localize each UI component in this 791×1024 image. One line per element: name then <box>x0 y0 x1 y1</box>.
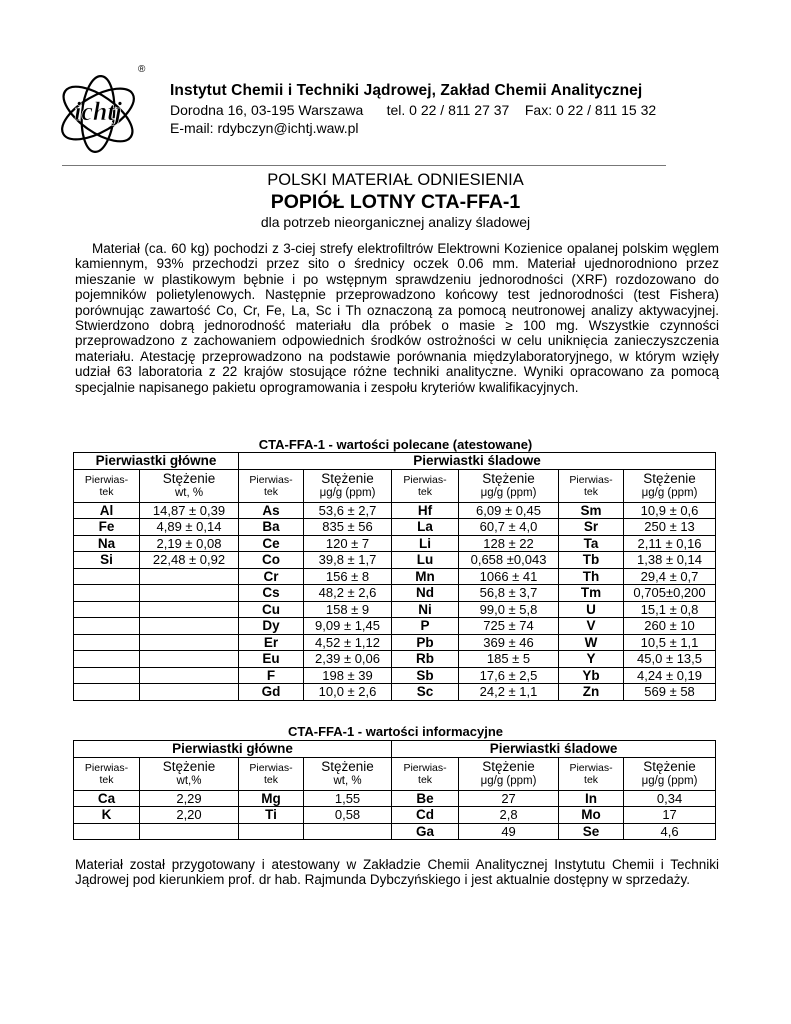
concentration-label: Stężenie <box>643 758 696 774</box>
table-row <box>74 634 716 651</box>
element-cell: Co <box>239 552 304 569</box>
element-label-line1: Pierwias- <box>249 473 293 486</box>
element-label-line2: tek <box>418 485 433 498</box>
element-cell: Cd <box>392 807 459 824</box>
column-header-concentration <box>624 469 716 502</box>
value-cell <box>140 823 239 840</box>
element-label-line2: tek <box>264 485 279 498</box>
element-label-line1: Pierwias- <box>84 473 129 486</box>
value-cell: 10,0 ± 2,6 <box>304 684 392 701</box>
element-cell: Rb <box>392 651 459 668</box>
value-cell: 29,4 ± 0,7 <box>624 568 716 585</box>
column-header-element <box>239 469 304 502</box>
column-header-concentration <box>304 757 392 790</box>
value-cell <box>140 568 239 585</box>
value-cell: 4,52 ± 1,12 <box>304 634 392 651</box>
element-cell <box>74 634 140 651</box>
certified-major-header: Pierwiastki główne <box>74 453 239 470</box>
value-cell: 48,2 ± 2,6 <box>304 585 392 602</box>
value-cell <box>140 684 239 701</box>
concentration-label: Stężenie <box>643 470 696 486</box>
value-cell: 369 ± 46 <box>459 634 559 651</box>
element-cell: Cu <box>239 601 304 618</box>
value-cell: 250 ± 13 <box>624 519 716 536</box>
value-cell: 156 ± 8 <box>304 568 392 585</box>
value-cell: 0,34 <box>624 790 716 807</box>
table-row <box>74 519 716 536</box>
element-cell: Cr <box>239 568 304 585</box>
value-cell: 260 ± 10 <box>624 618 716 635</box>
value-cell <box>140 601 239 618</box>
certified-table-caption: CTA-FFA-1 - wartości polecane (atestowane) <box>258 437 533 452</box>
value-cell: 0,658 ±0,043 <box>459 552 559 569</box>
column-header-element <box>74 469 140 502</box>
column-header-element <box>239 757 304 790</box>
concentration-label: Stężenie <box>482 758 535 774</box>
value-cell: 2,29 <box>140 790 239 807</box>
element-cell: Mn <box>392 568 459 585</box>
value-cell: 17,6 ± 2,5 <box>459 667 559 684</box>
value-cell: 2,8 <box>459 807 559 824</box>
table-row <box>74 535 716 552</box>
value-cell <box>140 634 239 651</box>
element-cell: Ta <box>559 535 624 552</box>
intro-paragraph: Materiał (ca. 60 kg) pochodzi z 3-ciej strefy elektrofiltrów Elektrowni Kozienice opalanej polskim węglem kamiennym, 93% przechodzi przez sito o średnicy oczek 0.06 mm. Materiał ujednorodniono przez mieszanie w plastikowym bębnie i po wstępnym sprawdzeniu jednorodności (XRF) rozdozowano do pojemników polietylenowych. Następnie przeprowadzono końcowy test jednorodności (test Fishera) porównując zawartość Co, Cr, Fe, La, Sc i Th oznaczoną za pomocą neutronowej analizy aktywacyjnej. Stwierdzono dobrą jednorodność materiału dla próbek o masie ≥ 100 mg. Wszystkie czynności przeprowadzono z zachowaniem odpowiednich środków ostrożności w celu uniknięcia zanieczyszczenia materiału. Atestację przeprowadzono na podstawie porównania międzylaboratoryjnego, w którym wzięły udział 63 laboratoria z 22 krajów stosujące różne techniki analityczne. Wyniki opracowano za pomocą specjalnie napisanego pakietu oprogramowania i zespołu kryteriów kwalifikacyjnych. <box>75 241 719 395</box>
value-cell: 2,11 ± 0,16 <box>624 535 716 552</box>
element-label-line1: Pierwias- <box>569 473 613 486</box>
column-header-concentration <box>140 469 239 502</box>
element-label-line1: Pierwias- <box>569 761 613 774</box>
value-cell: 10,5 ± 1,1 <box>624 634 716 651</box>
element-cell: Cs <box>239 585 304 602</box>
element-label-line2: tek <box>99 485 114 498</box>
table-row <box>74 684 716 701</box>
element-cell: Ba <box>239 519 304 536</box>
element-cell: Sm <box>559 502 624 519</box>
element-cell: Ga <box>392 823 459 840</box>
value-cell: 185 ± 5 <box>459 651 559 668</box>
value-cell: 14,87 ± 0,39 <box>140 502 239 519</box>
column-header-element <box>559 757 624 790</box>
table-row <box>74 552 716 569</box>
institute-address: Dorodna 16, 03-195 Warszawa tel. 0 22 / 811 27 37 Fax: 0 22 / 811 15 32 <box>170 102 657 118</box>
value-cell: 99,0 ± 5,8 <box>459 601 559 618</box>
column-header-concentration <box>624 757 716 790</box>
value-cell: 24,2 ± 1,1 <box>459 684 559 701</box>
table-row <box>74 502 716 519</box>
element-cell: Hf <box>392 502 459 519</box>
registered-mark: ® <box>138 64 146 75</box>
element-cell: Sb <box>392 667 459 684</box>
table-row <box>74 585 716 602</box>
column-header-element <box>74 757 140 790</box>
value-cell: 1,38 ± 0,14 <box>624 552 716 569</box>
doc-title: POPIÓŁ LOTNY CTA-FFA-1 <box>270 191 521 213</box>
value-cell <box>140 585 239 602</box>
concentration-label: Stężenie <box>482 470 535 486</box>
institute-name: Instytut Chemii i Techniki Jądrowej, Zakład Chemii Analitycznej <box>170 82 643 99</box>
element-cell: Ca <box>74 790 140 807</box>
informative-table-body <box>74 790 716 840</box>
element-cell: V <box>559 618 624 635</box>
informative-table-caption: CTA-FFA-1 - wartości informacyjne <box>287 724 503 739</box>
footer-paragraph: Materiał został przygotowany i atestowany w Zakładzie Chemii Analitycznej Instytutu Chemii i Techniki Jądrowej pod kierunkiem prof. dr hab. Rajmunda Dybczyńskiego i jest aktualnie dostępny w sprzedaży. <box>75 857 719 888</box>
element-cell: Al <box>74 502 140 519</box>
element-cell: Y <box>559 651 624 668</box>
value-cell <box>304 823 392 840</box>
element-label-line2: tek <box>584 485 599 498</box>
concentration-unit: μg/g (ppm) <box>480 486 537 499</box>
value-cell: 1066 ± 41 <box>459 568 559 585</box>
element-cell: Tm <box>559 585 624 602</box>
element-label-line2: tek <box>99 773 114 786</box>
column-header-concentration <box>304 469 392 502</box>
element-cell: Mo <box>559 807 624 824</box>
element-cell: Sr <box>559 519 624 536</box>
value-cell: 158 ± 9 <box>304 601 392 618</box>
concentration-label: Stężenie <box>321 470 374 486</box>
element-cell: Eu <box>239 651 304 668</box>
concentration-label: Stężenie <box>321 758 374 774</box>
value-cell: 49 <box>459 823 559 840</box>
element-label-line2: tek <box>418 773 433 786</box>
value-cell: 569 ± 58 <box>624 684 716 701</box>
certified-table-body <box>74 502 716 700</box>
element-label-line1: Pierwias- <box>249 761 293 774</box>
element-cell <box>74 651 140 668</box>
element-label-line1: Pierwias- <box>403 473 447 486</box>
element-cell: K <box>74 807 140 824</box>
element-cell: Er <box>239 634 304 651</box>
value-cell: 2,20 <box>140 807 239 824</box>
certified-column-headers <box>74 469 716 502</box>
informative-trace-header: Pierwiastki śladowe <box>392 741 716 758</box>
element-cell <box>74 585 140 602</box>
element-cell: La <box>392 519 459 536</box>
informative-column-headers <box>74 757 716 790</box>
element-cell <box>74 568 140 585</box>
element-cell <box>239 823 304 840</box>
concentration-unit: μg/g (ppm) <box>319 486 376 499</box>
certified-values-table <box>73 452 716 701</box>
table-row <box>74 823 716 840</box>
value-cell: 0,58 <box>304 807 392 824</box>
concentration-unit: μg/g (ppm) <box>641 486 698 499</box>
value-cell: 120 ± 7 <box>304 535 392 552</box>
informative-values-table <box>73 740 716 840</box>
element-cell: In <box>559 790 624 807</box>
value-cell: 198 ± 39 <box>304 667 392 684</box>
value-cell: 53,6 ± 2,7 <box>304 502 392 519</box>
element-cell: Pb <box>392 634 459 651</box>
value-cell: 10,9 ± 0,6 <box>624 502 716 519</box>
column-header-element <box>392 757 459 790</box>
certified-trace-header: Pierwiastki śladowe <box>239 453 716 470</box>
column-header-concentration <box>459 469 559 502</box>
value-cell: 2,19 ± 0,08 <box>140 535 239 552</box>
concentration-label: Stężenie <box>162 758 216 774</box>
value-cell: 39,8 ± 1,7 <box>304 552 392 569</box>
value-cell: 22,48 ± 0,92 <box>140 552 239 569</box>
concentration-unit: wt, % <box>333 774 362 787</box>
value-cell: 4,6 <box>624 823 716 840</box>
element-label-line1: Pierwias- <box>84 761 129 774</box>
value-cell: 0,705±0,200 <box>624 585 716 602</box>
element-cell: Ni <box>392 601 459 618</box>
element-label-line2: tek <box>263 773 278 786</box>
logo-text: ichtj <box>74 97 122 126</box>
element-cell: Th <box>559 568 624 585</box>
column-header-element <box>559 469 624 502</box>
table-row <box>74 807 716 824</box>
table-row <box>74 667 716 684</box>
concentration-unit: wt,% <box>176 774 202 787</box>
element-cell <box>74 667 140 684</box>
element-cell: As <box>239 502 304 519</box>
value-cell: 2,39 ± 0,06 <box>304 651 392 668</box>
element-cell: Nd <box>392 585 459 602</box>
value-cell: 27 <box>459 790 559 807</box>
concentration-label: Stężenie <box>162 470 216 486</box>
concentration-unit: μg/g (ppm) <box>480 774 537 787</box>
element-cell <box>74 601 140 618</box>
institute-header <box>170 82 656 136</box>
concentration-unit: μg/g (ppm) <box>641 774 698 787</box>
value-cell: 15,1 ± 0,8 <box>624 601 716 618</box>
element-cell: U <box>559 601 624 618</box>
column-header-element <box>392 469 459 502</box>
element-cell: Fe <box>74 519 140 536</box>
doc-purpose: dla potrzeb nieorganicznej analizy śladowej <box>260 214 531 230</box>
value-cell: 4,24 ± 0,19 <box>624 667 716 684</box>
value-cell: 9,09 ± 1,45 <box>304 618 392 635</box>
column-header-concentration <box>140 757 239 790</box>
value-cell: 128 ± 22 <box>459 535 559 552</box>
element-cell <box>74 823 140 840</box>
value-cell: 1,55 <box>304 790 392 807</box>
table-row <box>74 651 716 668</box>
element-cell: Gd <box>239 684 304 701</box>
element-cell: P <box>392 618 459 635</box>
element-cell: Be <box>392 790 459 807</box>
table-row <box>74 601 716 618</box>
element-cell: Mg <box>239 790 304 807</box>
value-cell: 56,8 ± 3,7 <box>459 585 559 602</box>
institute-logo <box>52 62 160 162</box>
informative-major-header: Pierwiastki główne <box>74 741 392 758</box>
element-cell: F <box>239 667 304 684</box>
element-cell: Se <box>559 823 624 840</box>
element-cell: Lu <box>392 552 459 569</box>
element-cell: Yb <box>559 667 624 684</box>
value-cell <box>140 618 239 635</box>
element-cell <box>74 618 140 635</box>
table-row <box>74 618 716 635</box>
element-cell: Li <box>392 535 459 552</box>
element-cell <box>74 684 140 701</box>
header-divider <box>62 165 666 166</box>
element-cell: Dy <box>239 618 304 635</box>
element-cell: Zn <box>559 684 624 701</box>
column-header-concentration <box>459 757 559 790</box>
table-row <box>74 790 716 807</box>
element-cell: Ce <box>239 535 304 552</box>
element-cell: Sc <box>392 684 459 701</box>
doc-subtitle: POLSKI MATERIAŁ ODNIESIENIA <box>267 171 524 189</box>
concentration-unit: wt, % <box>174 486 204 499</box>
value-cell: 835 ± 56 <box>304 519 392 536</box>
value-cell: 4,89 ± 0,14 <box>140 519 239 536</box>
table-row <box>74 568 716 585</box>
value-cell <box>140 651 239 668</box>
value-cell: 17 <box>624 807 716 824</box>
value-cell: 45,0 ± 13,5 <box>624 651 716 668</box>
value-cell: 725 ± 74 <box>459 618 559 635</box>
value-cell: 60,7 ± 4,0 <box>459 519 559 536</box>
element-cell: W <box>559 634 624 651</box>
element-cell: Ti <box>239 807 304 824</box>
element-label-line1: Pierwias- <box>403 761 447 774</box>
element-cell: Si <box>74 552 140 569</box>
institute-email: E-mail: rdybczyn@ichtj.waw.pl <box>170 120 359 136</box>
element-cell: Na <box>74 535 140 552</box>
value-cell: 6,09 ± 0,45 <box>459 502 559 519</box>
element-label-line2: tek <box>584 773 599 786</box>
element-cell: Tb <box>559 552 624 569</box>
value-cell <box>140 667 239 684</box>
